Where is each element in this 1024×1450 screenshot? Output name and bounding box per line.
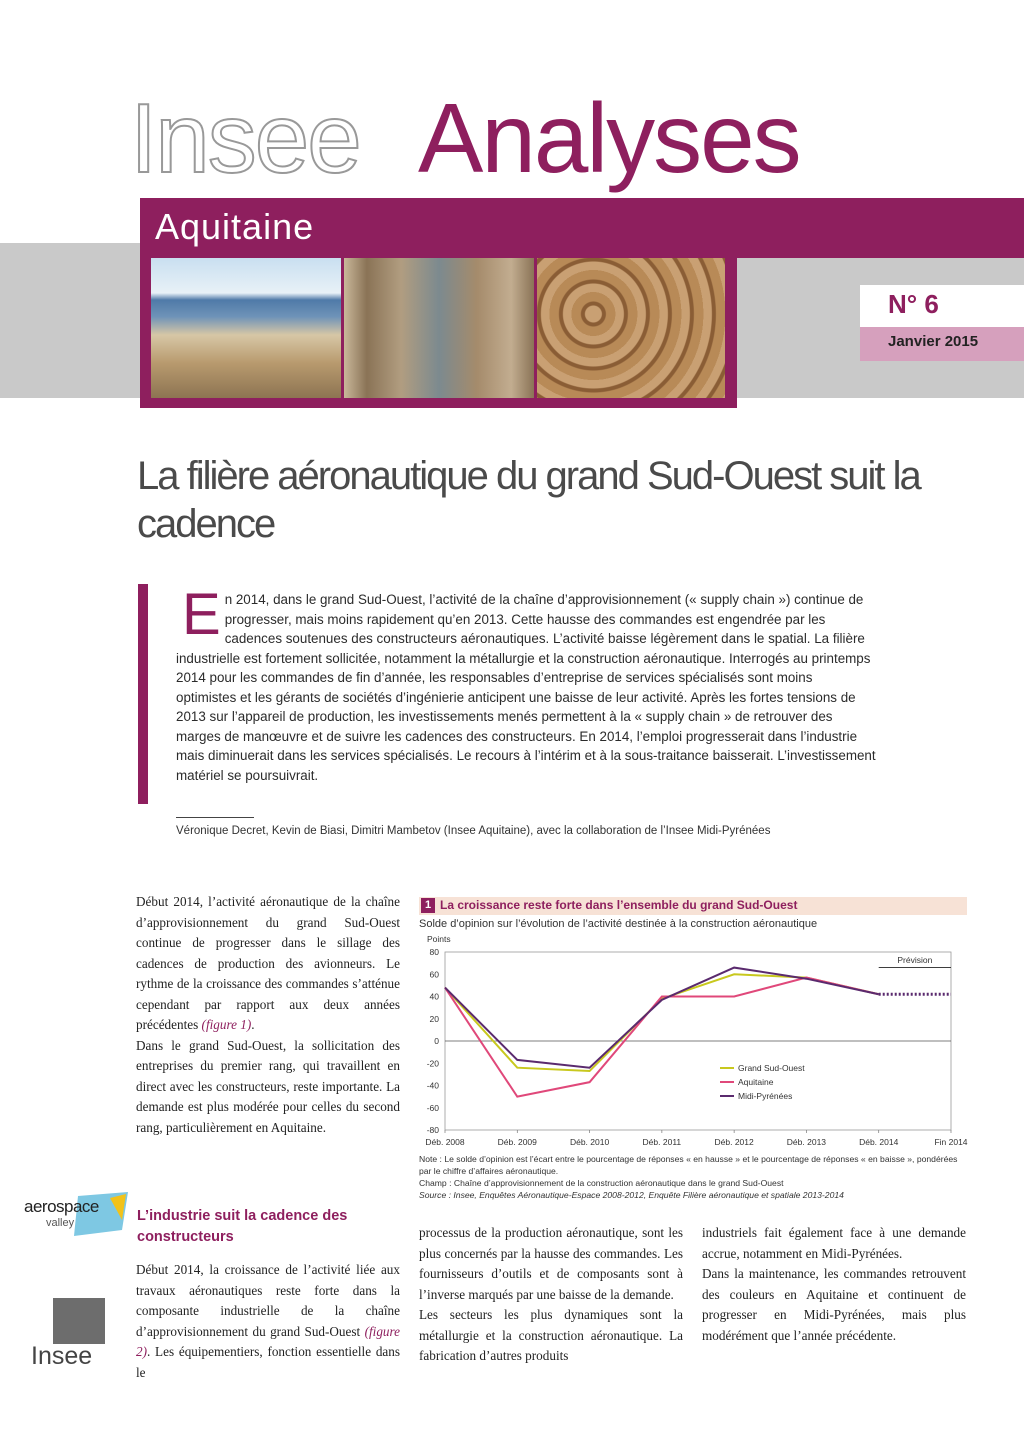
issue-box bbox=[860, 285, 1024, 327]
issue-number: N° 6 bbox=[888, 289, 939, 319]
abstract bbox=[176, 582, 876, 785]
authors-rule bbox=[176, 817, 254, 818]
x-tick-label: Déb. 2011 bbox=[642, 1137, 682, 1147]
insee-logo-icon bbox=[53, 1298, 105, 1344]
valley-text: valley bbox=[46, 1217, 75, 1229]
y-tick-label: -20 bbox=[426, 1058, 439, 1069]
wine-barrels-photo bbox=[537, 258, 725, 398]
series-line bbox=[445, 968, 879, 1068]
beach-photo bbox=[151, 258, 341, 398]
column-3 bbox=[702, 1223, 966, 1346]
x-tick-label: Déb. 2014 bbox=[859, 1137, 899, 1147]
x-tick-label: Déb. 2009 bbox=[497, 1137, 537, 1147]
y-tick-label: -80 bbox=[426, 1125, 439, 1135]
paragraph: industriels fait également face à une demande accrue, notamment en Midi-Pyrénées. bbox=[702, 1225, 966, 1261]
brand-insee: Insee bbox=[130, 83, 360, 193]
aerospace-text: aerospace bbox=[24, 1197, 99, 1216]
figure-notes bbox=[419, 1153, 969, 1201]
figure-number: 1 bbox=[421, 898, 435, 913]
paragraph: Les secteurs les plus dynamiques sont la métallurgie et la construction aéronautique. La fabrication d’autres produits bbox=[419, 1307, 683, 1363]
column-2 bbox=[419, 1223, 683, 1367]
brand-analyses: Analyses bbox=[418, 83, 800, 193]
series-line bbox=[445, 974, 879, 1071]
figure-title: La croissance reste forte dans l’ensemble du grand Sud-Ouest bbox=[440, 898, 798, 912]
figure-field: Champ : Chaîne d’approvisionnement de la construction aéronautique dans le grand Sud-Ouest bbox=[419, 1178, 784, 1188]
y-tick-label: 80 bbox=[429, 947, 439, 957]
y-tick-label: -60 bbox=[426, 1102, 439, 1113]
issue-date: Janvier 2015 bbox=[888, 333, 979, 350]
column-1-top bbox=[136, 892, 400, 1138]
x-tick-label: Déb. 2013 bbox=[786, 1137, 827, 1147]
series-line bbox=[445, 978, 879, 1097]
paragraph: Début 2014, l’activité aéronautique de la chaîne d’approvisionnement du grand Sud-Ouest continue de progresser dans le sillage des cadences de production des avionneurs. Le rythme de la croissance des commandes s’atténue cependant par rapport aux deux années précédentes (figure 1). bbox=[136, 894, 400, 1032]
y-axis-label: Points bbox=[427, 934, 451, 944]
line-chart bbox=[415, 930, 970, 1155]
x-tick-label: Déb. 2008 bbox=[425, 1137, 465, 1147]
section-heading: L’industrie suit la cadence des constructeurs bbox=[137, 1208, 348, 1245]
x-tick-label: Déb. 2012 bbox=[714, 1137, 754, 1147]
authors: Véronique Decret, Kevin de Biasi, Dimitri Mambetov (Insee Aquitaine), avec la collaboration de l’Insee Midi-Pyrénées bbox=[176, 825, 771, 837]
y-tick-label: 20 bbox=[429, 1013, 439, 1024]
abstract-bar bbox=[138, 584, 148, 804]
figure-note: Note : Le solde d’opinion est l’écart entre le pourcentage de réponses « en hausse » et le pourcentage de réponses « en baisse », pondérées par le chiffre d’affaires aéronautique. bbox=[419, 1154, 958, 1176]
x-tick-label: Déb. 2010 bbox=[569, 1137, 610, 1147]
column-1-bottom bbox=[136, 1260, 400, 1383]
paragraph: Début 2014, la croissance de l’activité liée aux travaux aéronautiques reste forte dans la composante industrielle de la chaîne d’approvisionnement du grand Sud-Ouest (figure 2). Les équipementiers, fonction essentielle dans le bbox=[136, 1262, 400, 1380]
insee-logo-text: Insee bbox=[31, 1342, 93, 1370]
y-tick-label: 60 bbox=[429, 969, 439, 980]
figure-1-ref[interactable]: (figure 1) bbox=[201, 1017, 252, 1032]
figure-2-ref[interactable]: (figure 2) bbox=[136, 1323, 400, 1359]
y-tick-label: 40 bbox=[429, 991, 439, 1002]
street-photo bbox=[344, 258, 534, 398]
figure-subtitle: Solde d’opinion sur l’évolution de l’activité destinée à la construction aéronautique bbox=[419, 918, 818, 930]
article-title: La filière aéronautique du grand Sud-Ouest suit la cadence bbox=[137, 454, 920, 546]
x-tick-label: Fin 2014 bbox=[934, 1137, 968, 1147]
legend-label: Grand Sud-Ouest bbox=[738, 1063, 805, 1073]
figure-source: Source : Insee, Enquêtes Aéronautique-Espace 2008-2012, Enquête Filière aéronautique et spatiale 2013-2014 bbox=[419, 1190, 844, 1200]
abstract-text: n 2014, dans le grand Sud-Ouest, l’activité de la chaîne d’approvisionnement (« supply chain ») continue de progresser, mais moins rapidement qu’en 2013. Cette hausse des commandes est engendrée par les cadences soutenues des constructeurs aéronautiques. L’activité baisse légèrement dans le spatial. La filière industrielle est fortement sollicitée, notamment la métallurgie et la construction aéronautique. Interrogés au printemps 2014 pour les commandes de fin d’année, les responsables d’entreprise de services spécialisés sont moins optimistes et les gérants de sociétés d’ingénierie anticipent une baisse de leur activité. Après les fortes tensions de 2013 sur l’appareil de production, les investissements menés permettent à la « supply chain » de retrouver des marges de manœuvre et de suivre les cadences des constructeurs. En 2014, l’emploi progresserait dans l’industrie mais diminuerait dans les services spécialisés. Le recours à l’intérim et à la sous-traitance baisserait. L’investissement matériel se poursuivrait. bbox=[176, 592, 876, 783]
y-tick-label: 0 bbox=[434, 1036, 439, 1046]
paragraph: Dans le grand Sud-Ouest, la sollicitation des entreprises du premier rang, qui travaillent en direct avec les constructeurs, reste importante. La demande est plus modérée pour celles du second rang, particulièrement en Aquitaine. bbox=[136, 1037, 400, 1135]
legend-label: Midi-Pyrénées bbox=[738, 1091, 793, 1101]
y-tick-label: -40 bbox=[426, 1080, 439, 1091]
paragraph: Dans la maintenance, les commandes retrouvent des couleurs en Aquitaine et continuent de progresser en Midi-Pyrénées, mais plus modérément que l’année précédente. bbox=[702, 1266, 966, 1343]
region-name: Aquitaine bbox=[155, 206, 315, 247]
forecast-label: Prévision bbox=[897, 955, 933, 966]
legend-label: Aquitaine bbox=[738, 1077, 774, 1087]
drop-cap: E bbox=[182, 582, 221, 647]
paragraph: processus de la production aéronautique, sont les plus concernés par la hausse des commandes. Les fournisseurs d’outils et de composants sont à l’inverse marqués par une baisse de la demande. bbox=[419, 1225, 683, 1302]
